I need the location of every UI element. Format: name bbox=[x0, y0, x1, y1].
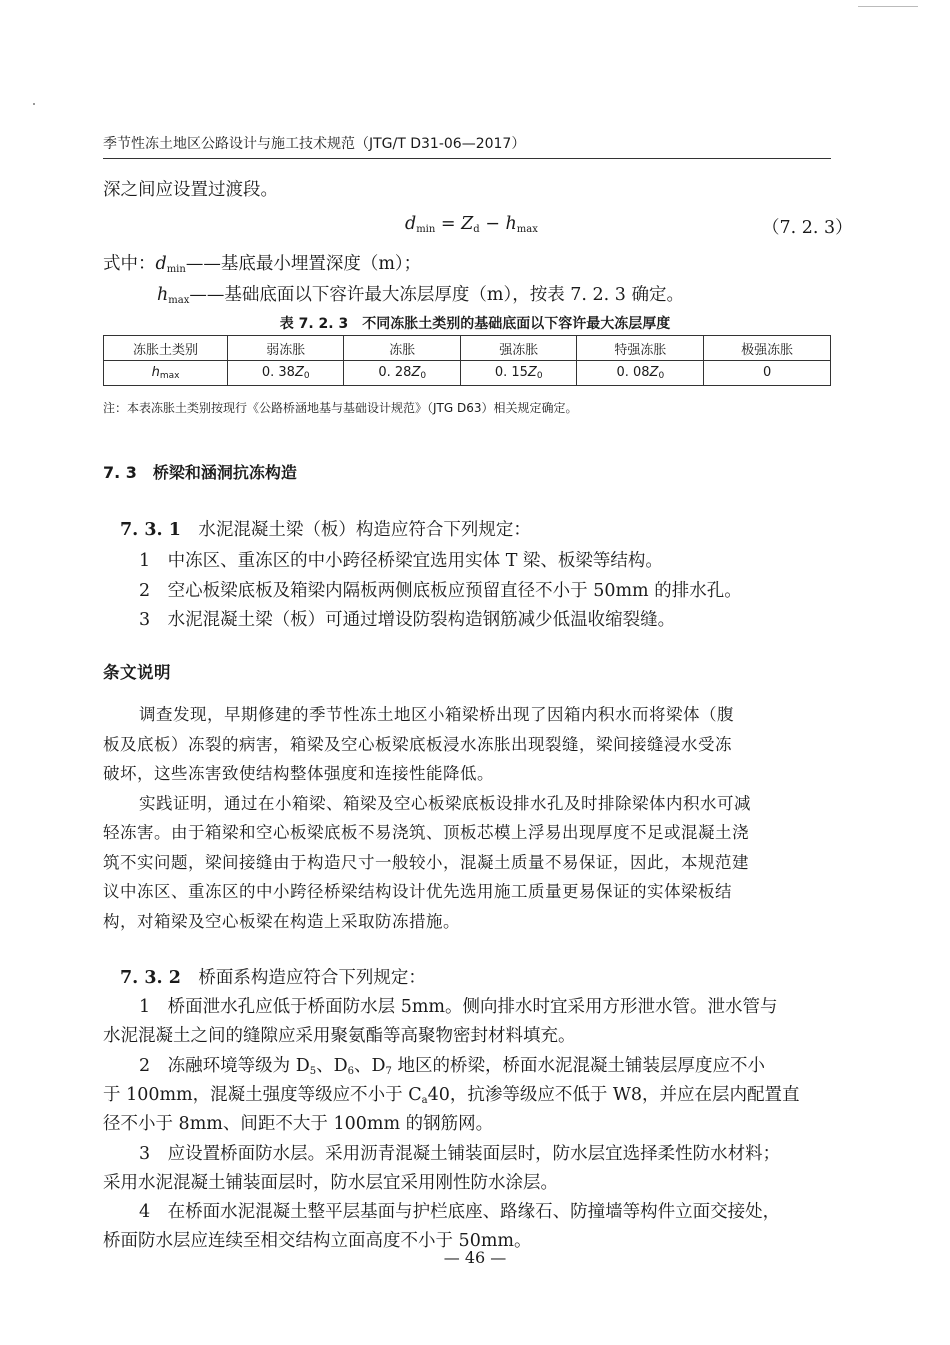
clause-title: 水泥混凝土梁（板）构造应符合下列规定： bbox=[198, 520, 531, 540]
where-prefix: 式中： bbox=[103, 254, 156, 274]
clause-item: 1 桥面泄水孔应低于桥面防水层 5mm。侧向排水时宜采用方形泄水管。泄水管与 bbox=[139, 997, 778, 1017]
cell-var: Z bbox=[294, 365, 304, 380]
clause-item: 4 在桥面水泥混凝土整平层基面与护栏底座、路缘石、防撞墙等构件立面交接处， bbox=[139, 1202, 781, 1222]
where-d-sub: min bbox=[166, 264, 186, 275]
header-rule bbox=[103, 158, 831, 159]
running-header: 季节性冻土地区公路设计与施工技术规范（JTG/T D31-06—2017） bbox=[103, 136, 526, 152]
table-header-cell: 弱冻胀 bbox=[228, 336, 344, 361]
clause-item bbox=[139, 1052, 765, 1077]
formula-number: （7. 2. 3） bbox=[762, 218, 853, 238]
table-row-label bbox=[104, 361, 228, 386]
where-d bbox=[103, 250, 421, 275]
text-sub: 6 bbox=[347, 1066, 355, 1077]
explanation-line: 轻冻害。由于箱梁和空心板梁底板不易浇筑、顶板芯模上浮易出现厚度不足或混凝土浇 bbox=[103, 823, 749, 842]
formula-z: = Z bbox=[435, 214, 474, 234]
text-part: 40，抗渗等级应不低于 W8，并应在层内配置直 bbox=[427, 1085, 800, 1105]
table-cell bbox=[460, 361, 576, 386]
clause-item: 3 应设置桥面防水层。采用沥青混凝土铺装面层时，防水层宜选择柔性防水材料； bbox=[139, 1144, 781, 1164]
text-part: 、D bbox=[354, 1056, 386, 1076]
clause-item-cont: 桥面防水层应连续至相交结构立面高度不小于 50mm。 bbox=[103, 1231, 532, 1251]
explanation-line: 板及底板）冻裂的病害，箱梁及空心板梁底板浸水冻胀出现裂缝，梁间接缝浸水受冻 bbox=[103, 735, 732, 754]
frost-table bbox=[103, 335, 831, 386]
table-row bbox=[104, 361, 831, 386]
text-sub: 7 bbox=[385, 1066, 392, 1077]
explanation-line: 筑不实问题，梁间接缝由于构造尺寸一般较小，混凝土质量不易保证，因此，本规范建 bbox=[103, 853, 749, 872]
clause-number: 7. 3. 2 bbox=[120, 968, 181, 988]
table-header-cell: 冻胀土类别 bbox=[104, 336, 228, 361]
clause-7-3-1 bbox=[120, 516, 531, 541]
explanation-line: 议中冻区、重冻区的中小跨径桥梁结构设计优先选用施工质量更易保证的实体梁板结 bbox=[103, 882, 732, 901]
cell-sub: 0 bbox=[658, 371, 665, 381]
formula-z-sub: d bbox=[473, 224, 480, 235]
clause-item-cont: 采用水泥混凝土铺装面层时，防水层宜采用刚性防水涂层。 bbox=[103, 1173, 558, 1193]
cell-sub: 0 bbox=[303, 371, 310, 381]
cell-coef: 0. 15 bbox=[494, 365, 528, 380]
cell-coef: 0. 28 bbox=[378, 365, 412, 380]
clause-item: 2 空心板梁底板及箱梁内隔板两侧底板应预留直径不小于 50mm 的排水孔。 bbox=[139, 581, 742, 601]
table-caption: 表 7. 2. 3 不同冻胀土类别的基础底面以下容许最大冻层厚度 bbox=[279, 316, 671, 332]
table-header-cell: 强冻胀 bbox=[460, 336, 576, 361]
clause-item-cont bbox=[103, 1081, 800, 1106]
where-d-var: d bbox=[155, 254, 167, 274]
page-number: — 46 — bbox=[443, 1248, 507, 1267]
clause-title: 桥面系构造应符合下列规定： bbox=[198, 968, 426, 988]
clause-item-cont: 水泥混凝土之间的缝隙应采用聚氨酯等高聚物密封材料填充。 bbox=[103, 1026, 576, 1046]
intro-line: 深之间应设置过渡段。 bbox=[103, 180, 278, 200]
explanation-line: 构，对箱梁及空心板梁在构造上采取防冻措施。 bbox=[103, 912, 460, 931]
cell-coef: 0. 08 bbox=[616, 365, 650, 380]
table-header-cell: 特强冻胀 bbox=[577, 336, 704, 361]
formula-d: d bbox=[405, 214, 417, 234]
table-note: 注：本表冻胀土类别按现行《公路桥涵地基与基础设计规范》（JTG D63）相关规定确定。 bbox=[103, 401, 578, 415]
formula-d-sub: min bbox=[416, 224, 436, 235]
table-cell bbox=[577, 361, 704, 386]
formula-h-sub: max bbox=[516, 224, 538, 235]
text-part: 、D bbox=[316, 1056, 348, 1076]
clause-item: 1 中冻区、重冻区的中小跨径桥梁宜选用实体 T 梁、板梁等结构。 bbox=[139, 551, 663, 571]
scan-speck bbox=[33, 103, 35, 105]
cell-var: Z bbox=[411, 365, 421, 380]
text-sub: 5 bbox=[309, 1066, 317, 1077]
explanation-line: 实践证明，通过在小箱梁、箱梁及空心板梁底板设排水孔及时排除梁体内积水可减 bbox=[139, 794, 751, 813]
section-heading: 7. 3 桥梁和涵洞抗冻构造 bbox=[103, 463, 297, 482]
where-h-var: h bbox=[157, 285, 169, 305]
explanation-line: 调查发现，早期修建的季节性冻土地区小箱梁桥出现了因箱内积水而将梁体（腹 bbox=[139, 705, 734, 724]
table-row-label-sub: max bbox=[159, 371, 180, 381]
clause-7-3-2 bbox=[120, 964, 426, 989]
clause-number: 7. 3. 1 bbox=[120, 520, 181, 540]
table-header-row bbox=[104, 336, 831, 361]
where-h bbox=[157, 281, 684, 306]
formula-7-2-3 bbox=[405, 214, 538, 235]
where-h-desc: ——基础底面以下容许最大冻层厚度（m），按表 7. 2. 3 确定。 bbox=[189, 285, 684, 305]
cell-sub: 0 bbox=[420, 371, 427, 381]
where-h-sub: max bbox=[168, 295, 190, 306]
where-d-desc: ——基底最小埋置深度（m）； bbox=[185, 254, 422, 274]
table-header-cell: 冻胀 bbox=[344, 336, 460, 361]
table-header-cell: 极强冻胀 bbox=[704, 336, 831, 361]
explanation-heading: 条文说明 bbox=[103, 663, 171, 682]
table-cell bbox=[228, 361, 344, 386]
text-part: 地区的桥梁，桥面水泥混凝土铺装层厚度应不小 bbox=[391, 1056, 765, 1076]
clause-item: 3 水泥混凝土梁（板）可通过增设防裂构造钢筋减少低温收缩裂缝。 bbox=[139, 610, 676, 630]
cell-coef: 0. 38 bbox=[261, 365, 295, 380]
scan-speck bbox=[858, 6, 918, 7]
cell-sub: 0 bbox=[536, 371, 543, 381]
table-cell bbox=[344, 361, 460, 386]
cell-var: Z bbox=[527, 365, 537, 380]
text-part: 2 冻融环境等级为 D bbox=[139, 1056, 310, 1076]
table-cell bbox=[704, 361, 831, 386]
explanation-line: 破坏，这些冻害致使结构整体强度和连接性能降低。 bbox=[103, 764, 494, 783]
table-row-label-var: h bbox=[151, 365, 160, 380]
cell-coef: 0 bbox=[762, 365, 772, 380]
text-part: 于 100mm，混凝土强度等级应不小于 C bbox=[103, 1085, 422, 1105]
clause-item-cont: 径不小于 8mm、间距不大于 100mm 的钢筋网。 bbox=[103, 1114, 494, 1134]
formula-h: − h bbox=[479, 214, 517, 234]
cell-var: Z bbox=[649, 365, 659, 380]
text-sub: a bbox=[421, 1095, 428, 1106]
